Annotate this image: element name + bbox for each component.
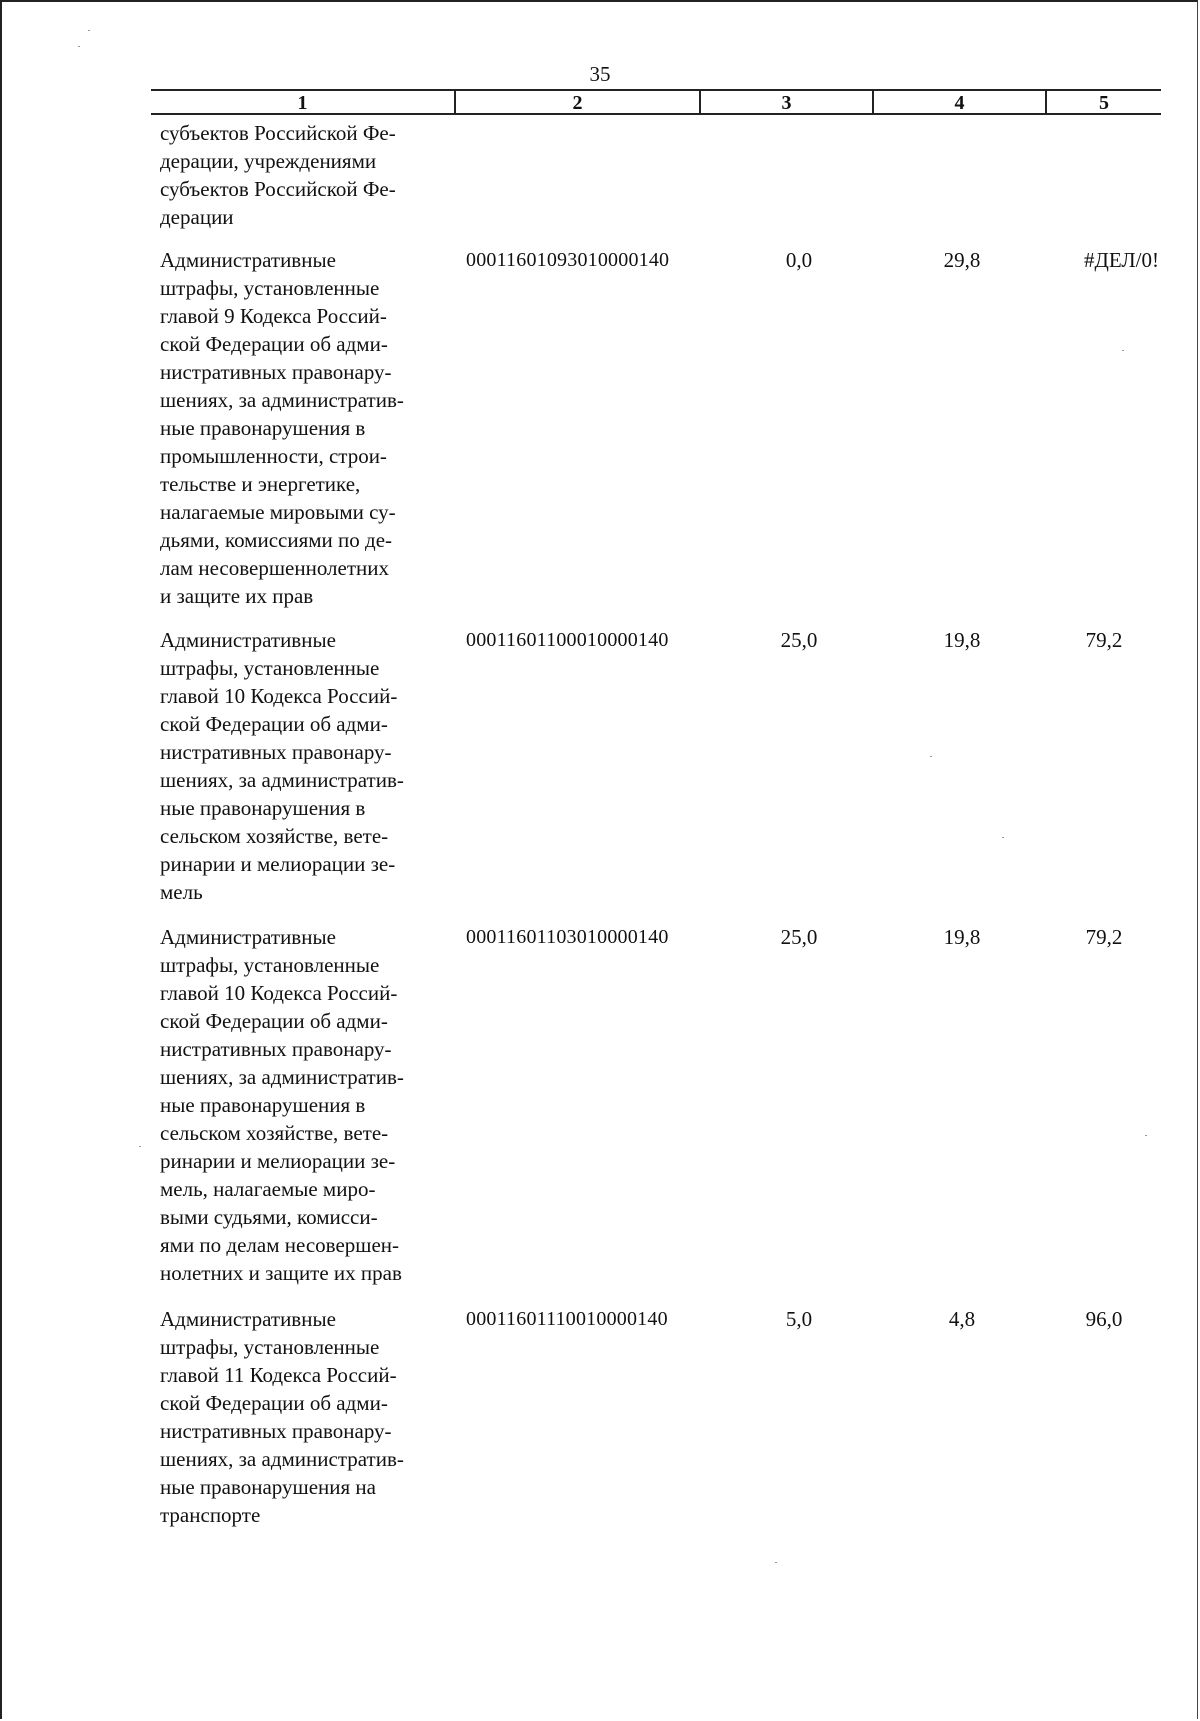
row-col5-value: 79,2 [1085, 628, 1123, 652]
row-description: Административные штрафы, установленные главой 10 Кодекса Россий- ской Федерации об адми- нистративных правонару- шениях, за административ- ные правонарушения в сельском хозяйстве, вете- ринарии и мелиорации зе- мель, налагаемые миро- выми судьями, комисси- ями по делам несовершен- нолетних и защите их прав [160, 925, 404, 1285]
column-header-1: 1 [297, 92, 308, 114]
row-col3-value: 25,0 [780, 628, 818, 652]
row-col3-value: 25,0 [780, 925, 818, 949]
scan-speck [139, 1146, 141, 1147]
row-col4-value: 29,8 [943, 248, 981, 272]
column-header-2: 2 [454, 91, 699, 113]
scan-speck [775, 1562, 777, 1563]
scan-speck [78, 46, 80, 47]
row-code: 00011601093010000140 [466, 249, 670, 271]
row-description: субъектов Российской Фе- дерации, учреждениями субъектов Российской Фе- дерации [160, 121, 396, 229]
row-description: Административные штрафы, установленные главой 9 Кодекса Россий- ской Федерации об адми- нистративных правонару- шениях, за административ- ные правонарушения в промышленности, строи- тельстве и энергетике, налагаемые мировыми су- дьями, комиссиями по де- лам несовершеннолетних и защите их прав [160, 248, 404, 608]
row-col5-value: 79,2 [1085, 925, 1123, 949]
row-col4-value: 19,8 [943, 628, 981, 652]
scan-speck [1145, 1135, 1147, 1136]
scan-speck [88, 30, 90, 31]
table-header-row [151, 89, 1161, 115]
scan-speck [1002, 837, 1004, 838]
row-col3-value: 5,0 [785, 1307, 813, 1331]
row-description: Административные штрафы, установленные главой 10 Кодекса Россий- ской Федерации об адми- нистративных правонару- шениях, за административ- ные правонарушения в сельском хозяйстве, вете- ринарии и мелиорации зе- мель [160, 628, 404, 904]
row-code: 00011601100010000140 [466, 629, 669, 651]
row-col5-value: 96,0 [1085, 1307, 1123, 1331]
row-col3-value: 0,0 [785, 248, 813, 272]
scan-speck [1122, 350, 1124, 351]
scan-speck [930, 756, 932, 757]
budget-table [151, 89, 1161, 1527]
page-number: 35 [589, 62, 611, 86]
row-description: Административные штрафы, установленные главой 11 Кодекса Россий- ской Федерации об адми- нистративных правонару- шениях, за административ- ные правонарушения на транспорте [160, 1307, 404, 1527]
row-code: 00011601110010000140 [466, 1308, 668, 1330]
column-header-5: 5 [1045, 91, 1161, 113]
row-col4-value: 19,8 [943, 925, 981, 949]
row-col4-value: 4,8 [948, 1307, 976, 1331]
row-col5-value: #ДЕЛ/0! [1084, 248, 1159, 272]
row-code: 00011601103010000140 [466, 926, 669, 948]
column-header-4: 4 [872, 91, 1045, 113]
column-header-3: 3 [699, 91, 872, 113]
